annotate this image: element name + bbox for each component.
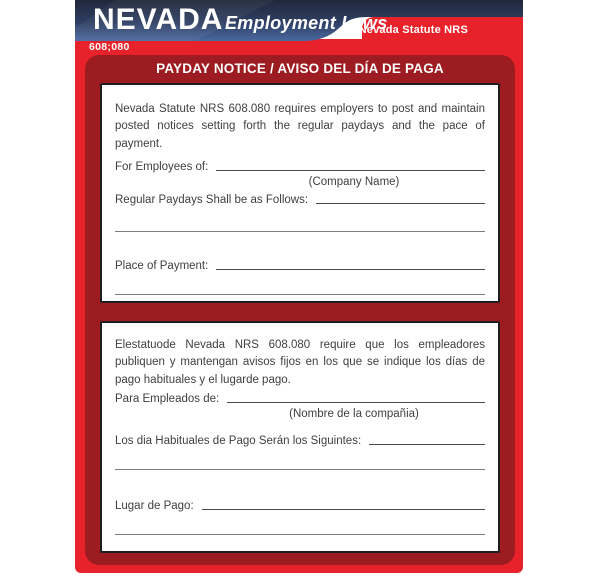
blank-line (369, 443, 485, 445)
blank-line (216, 268, 485, 270)
blank-line (202, 508, 485, 510)
english-statute-paragraph: Nevada Statute NRS 608.080 requires employers to post and maintain posted notices setting forth the regular paydays and the pace of payment. (115, 103, 485, 150)
blank-line (115, 533, 485, 535)
spanish-notice-box (100, 321, 500, 553)
place-label-en: Place of Payment: (115, 259, 209, 272)
state-name: NEVADA (93, 3, 224, 36)
notice-title: PAYDAY NOTICE / AVISO DEL DÍA DE PAGA (156, 61, 444, 76)
paydays-field-en (115, 194, 485, 206)
blank-line (115, 468, 485, 470)
employees-field-en (115, 161, 485, 173)
place-field-es (115, 500, 485, 512)
paydays-label-es: Los dia Habituales de Pago Serán los Siguintes: (115, 434, 362, 447)
statute-tab-label: Nevada Statute NRS (358, 24, 468, 36)
blank-line (227, 401, 485, 403)
payday-notice-poster (75, 0, 523, 573)
statute-number: 608;080 (89, 41, 130, 53)
english-notice-box (100, 83, 500, 303)
blank-line (216, 169, 485, 171)
company-name-hint-en: (Company Name) (308, 175, 400, 188)
employees-field-es (115, 393, 485, 405)
paydays-field-es (115, 435, 485, 447)
place-field-en (115, 260, 485, 272)
company-name-hint-es: (Nombre de la compañia) (289, 407, 419, 420)
employees-label-en: For Employees of: (115, 160, 209, 173)
paydays-label-en: Regular Paydays Shall be as Follows: (115, 193, 309, 206)
spanish-statute-paragraph: Elestatuode Nevada NRS 608.080 require que los empleadores publiquen y mantengan avisos fijos en los que se indique los días de pago habituales y el lugarde pago. (115, 339, 485, 386)
blank-line (115, 230, 485, 232)
blank-line (316, 202, 485, 204)
blank-line (115, 293, 485, 295)
place-label-es: Lugar de Pago: (115, 499, 194, 512)
poster-subtitle: Employment Laws (225, 13, 388, 33)
notice-panel (85, 55, 515, 565)
employees-label-es: Para Empleados de: (115, 392, 220, 405)
